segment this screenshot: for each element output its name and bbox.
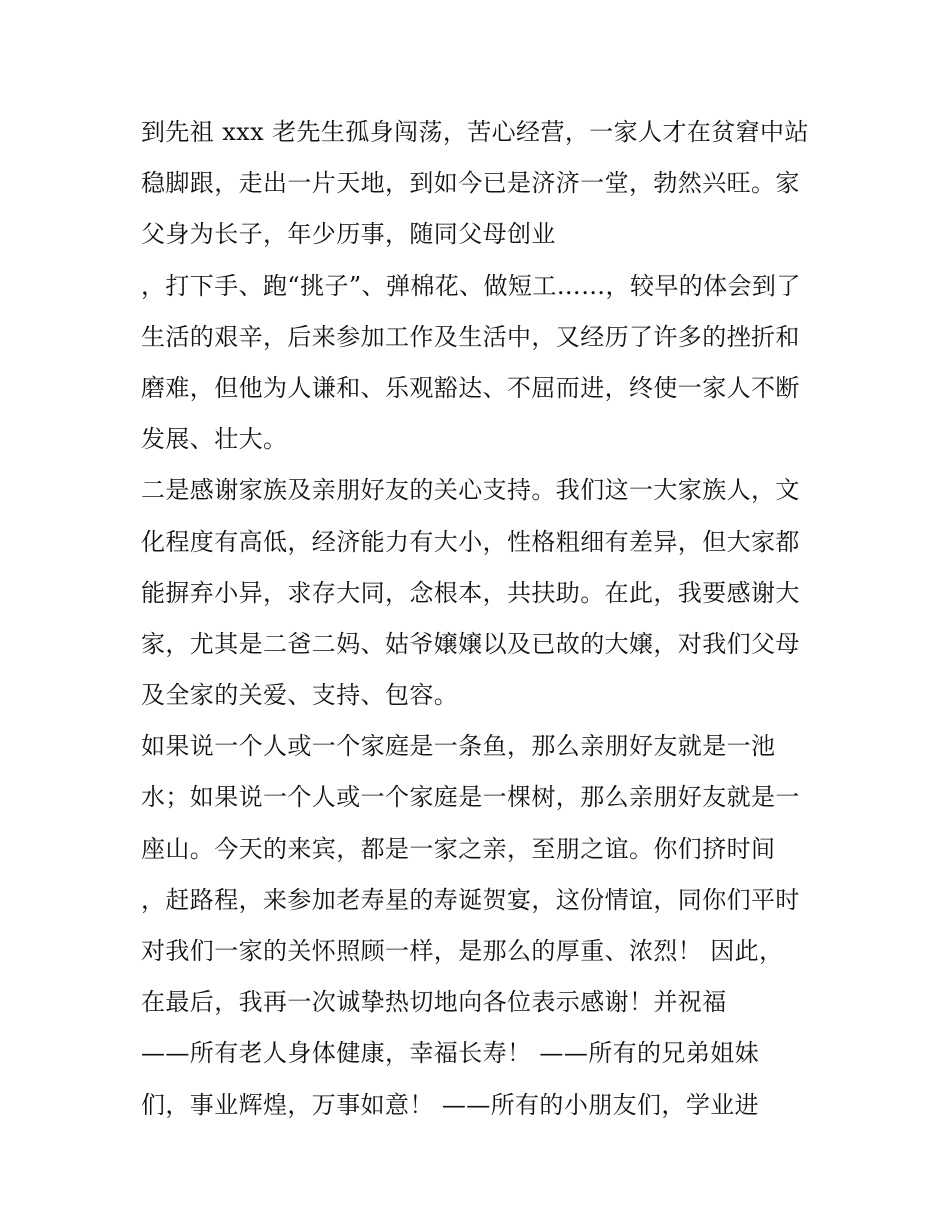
text-line: ，赶路程，来参加老寿星的寿诞贺宴，这份情谊，同你们平时 (141, 885, 800, 914)
text-line: 能摒弃小异，求存大同，念根本，共扶助。在此，我要感谢大 (141, 578, 800, 607)
text-line: 如果说一个人或一个家庭是一条鱼，那么亲朋好友就是一池 (141, 732, 776, 761)
document-body-text (141, 107, 821, 1131)
text-line: ，打下手、跑“挑子”、弹棉花、做短工……，较早的体会到了 (141, 271, 801, 300)
text-line: 稳脚跟，走出一片天地，到如今已是济济一堂，勃然兴旺。家 (141, 169, 800, 198)
text-line: 对我们一家的关怀照顾一样，是那么的厚重、浓烈！ 因此， (141, 937, 784, 965)
text-line: 在最后，我再一次诚挚热切地向各位表示感谢！并祝福 (141, 988, 727, 1017)
text-line: 父身为长子，年少历事，随同父母创业 (141, 220, 556, 249)
text-line: 到先祖 xxx 老先生孤身闯荡，苦心经营，一家人才在贫窘中站 (141, 118, 809, 146)
text-line: 磨难，但他为人谦和、乐观豁达、不屈而进，终使一家人不断 (141, 373, 800, 402)
text-line: 发展、壮大。 (141, 425, 288, 454)
text-line: ——所有老人身体健康，幸福长寿！ ——所有的兄弟姐妹 (141, 1039, 760, 1068)
text-line: 化程度有高低，经济能力有大小，性格粗细有差异，但大家都 (141, 527, 800, 556)
text-line: 家，尤其是二爸二妈、姑爷嬢嬢以及已故的大嬢，对我们父母 (141, 629, 800, 658)
text-line: 生活的艰辛，后来参加工作及生活中，又经历了许多的挫折和 (141, 322, 800, 351)
text-line: 水；如果说一个人或一个家庭是一棵树，那么亲朋好友就是一 (141, 783, 800, 812)
text-line: 座山。今天的来宾，都是一家之亲，至朋之谊。你们挤时间 (141, 834, 776, 863)
text-line: 及全家的关爱、支持、包容。 (141, 681, 459, 710)
text-line: 二是感谢家族及亲朋好友的关心支持。我们这一大家族人，文 (141, 476, 800, 505)
text-line: 们，事业辉煌，万事如意！ ——所有的小朋友们，学业进 (141, 1090, 760, 1119)
